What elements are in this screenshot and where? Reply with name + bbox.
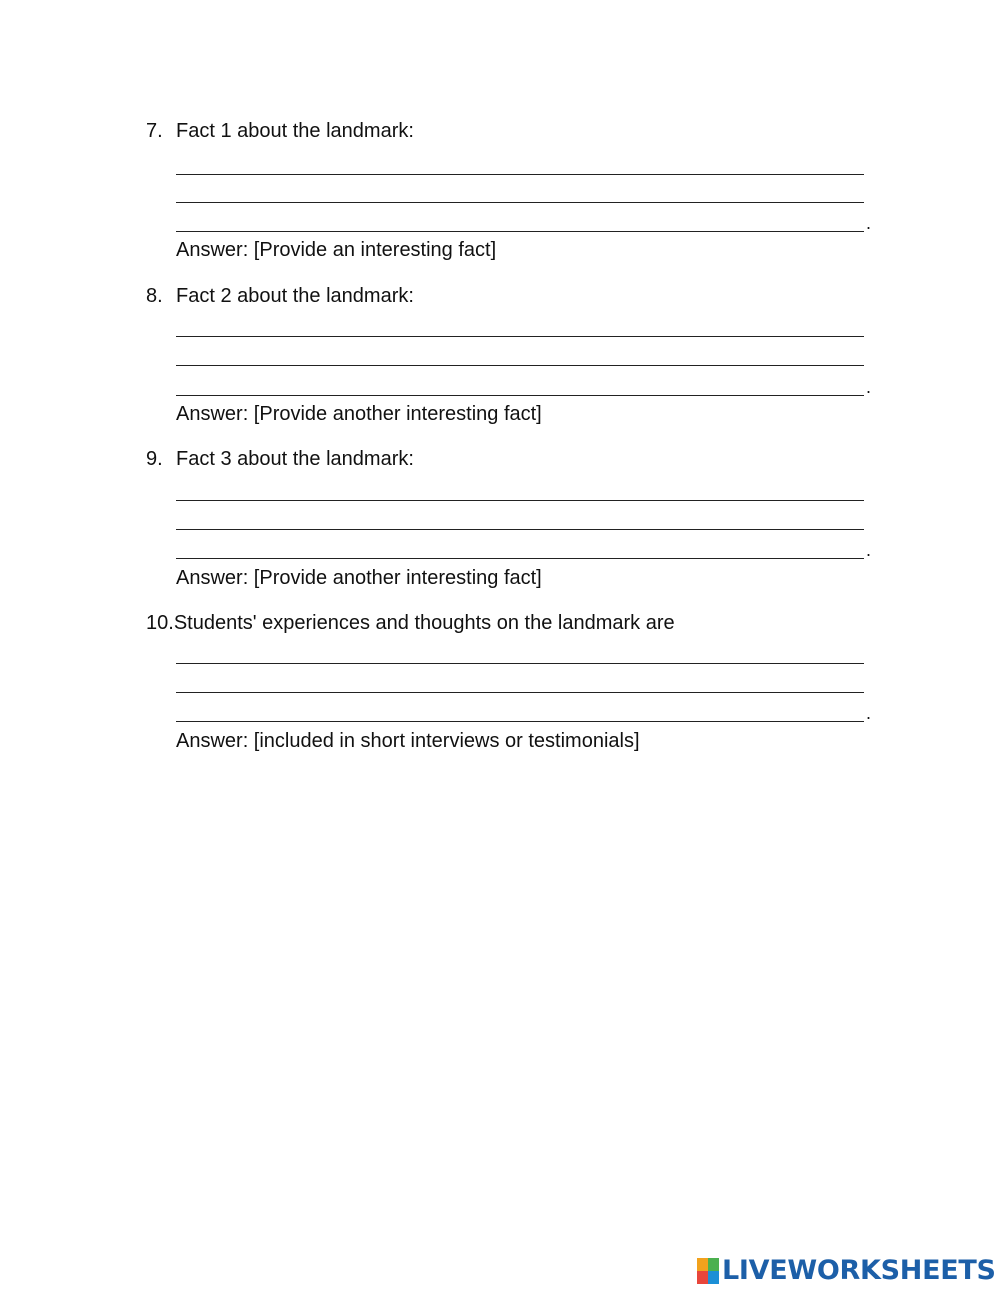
answer-line-2[interactable] bbox=[176, 529, 864, 530]
liveworksheets-mark-icon bbox=[697, 1258, 719, 1284]
question-8 bbox=[146, 283, 876, 425]
answer-text: Answer: [Provide another interesting fact] bbox=[176, 567, 542, 589]
question-number: 10. bbox=[146, 612, 174, 634]
question-prompt: Fact 3 about the landmark: bbox=[176, 448, 414, 470]
question-prompt: Fact 2 about the landmark: bbox=[176, 285, 414, 307]
question-9-heading bbox=[146, 446, 876, 472]
answer-line-1[interactable] bbox=[176, 500, 864, 501]
question-10 bbox=[146, 610, 876, 752]
question-number: 8. bbox=[146, 285, 163, 307]
question-number: 7. bbox=[146, 120, 163, 142]
answer-line-1[interactable] bbox=[176, 336, 864, 337]
answer-line-2[interactable] bbox=[176, 692, 864, 693]
answer-line-1[interactable] bbox=[176, 663, 864, 664]
question-10-heading bbox=[146, 610, 876, 636]
answer-text: Answer: [Provide another interesting fact] bbox=[176, 403, 542, 425]
answer-line-3[interactable] bbox=[176, 558, 864, 559]
question-7-heading bbox=[146, 118, 876, 144]
question-number: 9. bbox=[146, 448, 163, 470]
answer-text: Answer: [included in short interviews or testimonials] bbox=[176, 730, 640, 752]
mark-square bbox=[708, 1258, 719, 1271]
mark-square bbox=[708, 1271, 719, 1284]
answer-line-3[interactable] bbox=[176, 721, 864, 722]
answer-line-2[interactable] bbox=[176, 202, 864, 203]
question-prompt: Students' experiences and thoughts on the landmark are bbox=[173, 612, 675, 634]
answer-line-3[interactable] bbox=[176, 395, 864, 396]
question-9 bbox=[146, 446, 876, 589]
answer-line-3[interactable] bbox=[176, 231, 864, 232]
liveworksheets-logo[interactable] bbox=[697, 1255, 996, 1287]
answer-line-2[interactable] bbox=[176, 365, 864, 366]
question-8-heading bbox=[146, 283, 876, 309]
mark-square bbox=[697, 1271, 708, 1284]
mark-square bbox=[697, 1258, 708, 1271]
question-prompt: Fact 1 about the landmark: bbox=[176, 120, 414, 142]
question-7 bbox=[146, 118, 876, 261]
answer-text: Answer: [Provide an interesting fact] bbox=[176, 239, 497, 261]
answer-line-1[interactable] bbox=[176, 174, 864, 175]
brand-name: LIVEWORKSHEETS bbox=[722, 1255, 996, 1286]
